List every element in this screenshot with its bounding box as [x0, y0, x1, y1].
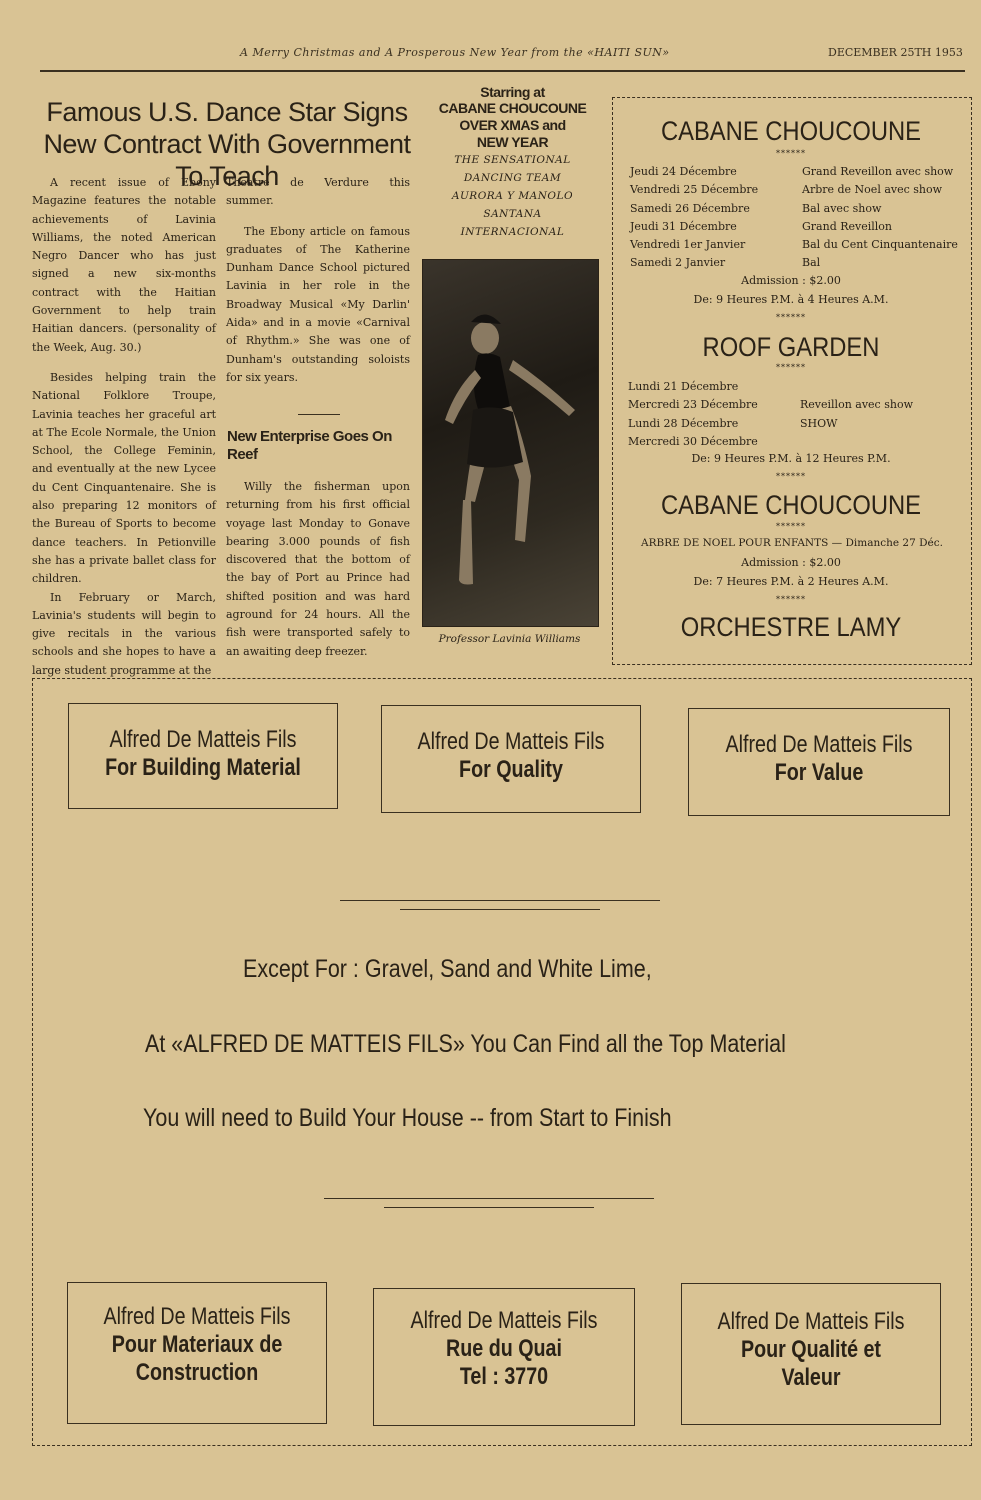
ad-company-name: Alfred De Matteis Fils [410, 1307, 598, 1334]
schedule-row [630, 200, 970, 218]
schedule-row [630, 236, 970, 254]
divider [298, 414, 340, 415]
starring-line: THE SENSATIONAL [454, 154, 571, 166]
article-paragraph: Willy the fisherman upon returning from his first official voyage last Monday to Gonave bearing 3.000 pounds of fish discovered that the bottom of the bay of Port au Prince had shifted position and was hard aground for 24 hours. All the fish were transported safely to an awaiting deep freezer. [226, 480, 410, 658]
article-2-text [226, 478, 410, 661]
starring-line: INTERNACIONAL [460, 226, 565, 238]
venue-title [612, 116, 970, 147]
starring-line: DANCING TEAM [463, 172, 562, 184]
article-paragraph: The Ebony article on famous graduates of The Katherine Dunham Dance School pictured Lavinia in her role in the Broadway Musical «My Darlin' Aida» and in a movie «Carnival of Rhythm.» She was one of Dunham's outstanding soloists for six years. [226, 224, 410, 384]
starring-venue: CABANE CHOUCOUNE [438, 100, 587, 116]
venue-3-title-wrap [612, 490, 970, 521]
starring-line: AURORA Y MANOLO [451, 190, 574, 202]
ad-tagline: Valeur [781, 1364, 841, 1391]
venue-3-hours: De: 7 Heures P.M. à 2 Heures A.M. [693, 575, 889, 588]
schedule-date: Mercredi 30 Décembre [628, 434, 758, 448]
dancer-photo [422, 259, 599, 627]
divider [400, 909, 600, 910]
schedule-event: Arbre de Noel avec show [802, 183, 943, 197]
article-paragraph: Theatre de Verdure this summer. [226, 176, 410, 208]
article-column-1 [32, 174, 216, 680]
article-headline-2: New Enterprise Goes On Reef [227, 428, 392, 463]
venue-2-title: ROOF GARDEN [702, 332, 880, 362]
venue-3-admission: Admission : $2.00 [741, 556, 841, 569]
ad-card-materiaux [67, 1282, 327, 1424]
orchestra-wrap [612, 612, 970, 643]
venue-1-schedule [630, 163, 970, 273]
ad-company-name: Alfred De Matteis Fils [103, 1303, 291, 1330]
ad-phone: Tel : 3770 [459, 1363, 549, 1390]
ad-tagline: For Quality [459, 756, 563, 783]
ad-body-line: At «ALFRED DE MATTEIS FILS» You Can Find all the Top Material [145, 1030, 786, 1058]
schedule-row [628, 378, 968, 396]
article-headline: Famous U.S. Dance Star Signs New Contract With Government To Teach [43, 97, 411, 191]
ad-address: Rue du Quai [446, 1335, 562, 1362]
ad-tagline: For Value [774, 759, 864, 786]
article-paragraph: Besides helping train the National Folklore Troupe, Lavinia teaches her graceful art at The Ecole Normale, the Union School, the College Feminin, and eventually at the new Lycee du Cent Cinquantenaire. She is also preparing 12 monitors of the Bureau of Sports to become dance teachers. In Petionville she has a private ballet class for children. [32, 370, 216, 586]
divider [384, 1207, 594, 1208]
starring-lead: Starring at [480, 84, 545, 100]
ad-tagline: Pour Qualité et [741, 1336, 881, 1363]
schedule-row [630, 181, 970, 199]
schedule-date: Samedi 26 Décembre [630, 201, 750, 215]
schedule-date: Samedi 2 Janvier [630, 256, 726, 270]
schedule-date: Jeudi 31 Décembre [630, 219, 737, 233]
schedule-event: Bal [802, 256, 821, 270]
schedule-row [628, 433, 968, 451]
venue-2-title-wrap [612, 332, 970, 363]
ad-tagline: Pour Materiaux de [111, 1331, 283, 1358]
ad-body-line: Except For : Gravel, Sand and White Lime, [243, 955, 652, 983]
schedule-row [628, 396, 968, 414]
ad-body-line: You will need to Build Your House -- from Start to Finish [143, 1104, 672, 1132]
photo-caption: Professor Lavinia Williams [438, 633, 581, 645]
schedule-row [630, 218, 970, 236]
header-rule [40, 70, 965, 72]
venue-1-title: CABANE CHOUCOUNE [660, 116, 922, 146]
stars-divider: ****** [776, 595, 806, 604]
venue-2-hours: De: 9 Heures P.M. à 12 Heures P.M. [691, 452, 891, 465]
ad-company-name: Alfred De Matteis Fils [725, 731, 913, 758]
schedule-date: Lundi 21 Décembre [628, 380, 739, 393]
orchestra-title: ORCHESTRE LAMY [680, 612, 902, 642]
venue-3-title: CABANE CHOUCOUNE [660, 490, 922, 520]
ad-card-building [68, 703, 338, 809]
divider [340, 900, 660, 901]
ad-card-value [688, 708, 950, 816]
divider [324, 1198, 654, 1199]
page-date: DECEMBER 25TH 1953 [828, 46, 963, 59]
article-column-2 [226, 174, 410, 387]
schedule-row [630, 254, 970, 272]
venue-1-hours: De: 9 Heures P.M. à 4 Heures A.M. [693, 293, 889, 306]
venue-3-event: ARBRE DE NOEL POUR ENFANTS — Dimanche 27 Déc. [641, 537, 943, 549]
schedule-event: Bal avec show [802, 201, 882, 215]
ad-company-name: Alfred De Matteis Fils [717, 1308, 905, 1335]
starring-occasion: OVER XMAS and NEW YEAR [459, 117, 566, 150]
schedule-event: Grand Reveillon [802, 219, 893, 233]
starring-block [425, 84, 600, 241]
schedule-date: Mercredi 23 Décembre [628, 398, 758, 412]
schedule-date: Vendredi 25 Décembre [630, 183, 759, 197]
ad-card-qualite [681, 1283, 941, 1425]
stars-divider: ****** [776, 313, 806, 322]
venue-2-schedule [628, 378, 968, 451]
ad-company-name: Alfred De Matteis Fils [109, 726, 297, 753]
stars-divider: ****** [776, 149, 806, 158]
page-tagline: A Merry Christmas and A Prosperous New Year from the «HAITI SUN» [240, 46, 670, 59]
stars-divider: ****** [776, 522, 806, 531]
dancer-figure-icon [423, 260, 598, 626]
schedule-row [628, 415, 968, 433]
starring-line: SANTANA [483, 208, 542, 220]
ad-card-quality [381, 705, 641, 813]
venue-1-admission: Admission : $2.00 [741, 274, 841, 287]
schedule-date: Lundi 28 Décembre [628, 416, 739, 430]
schedule-row [630, 163, 970, 181]
schedule-event: Reveillon avec show [800, 398, 913, 412]
schedule-date: Jeudi 24 Décembre [630, 165, 737, 178]
schedule-event: Bal du Cent Cinquantenaire [802, 238, 958, 252]
schedule-event: SHOW [800, 416, 838, 430]
article-paragraph: A recent issue of Ebony Magazine features the notable achievements of Lavinia Williams, the noted American Negro Dancer who has just signed a new six-months contract with the Haitian Government to help train Haitian dancers. (personality of the Week, Aug. 30.) [32, 176, 216, 354]
ad-card-rue-du-quai [373, 1288, 635, 1426]
article-paragraph: In February or March, Lavinia's students will begin to give recitals in the various schools and she hopes to have a large student programme at the [32, 590, 216, 677]
ad-tagline: Construction [135, 1359, 259, 1386]
stars-divider: ****** [776, 472, 806, 481]
stars-divider: ****** [776, 363, 806, 372]
ad-company-name: Alfred De Matteis Fils [417, 728, 605, 755]
ad-tagline: For Building Material [105, 754, 301, 781]
schedule-event: Grand Reveillon avec show [802, 165, 954, 178]
schedule-date: Vendredi 1er Janvier [630, 238, 746, 252]
